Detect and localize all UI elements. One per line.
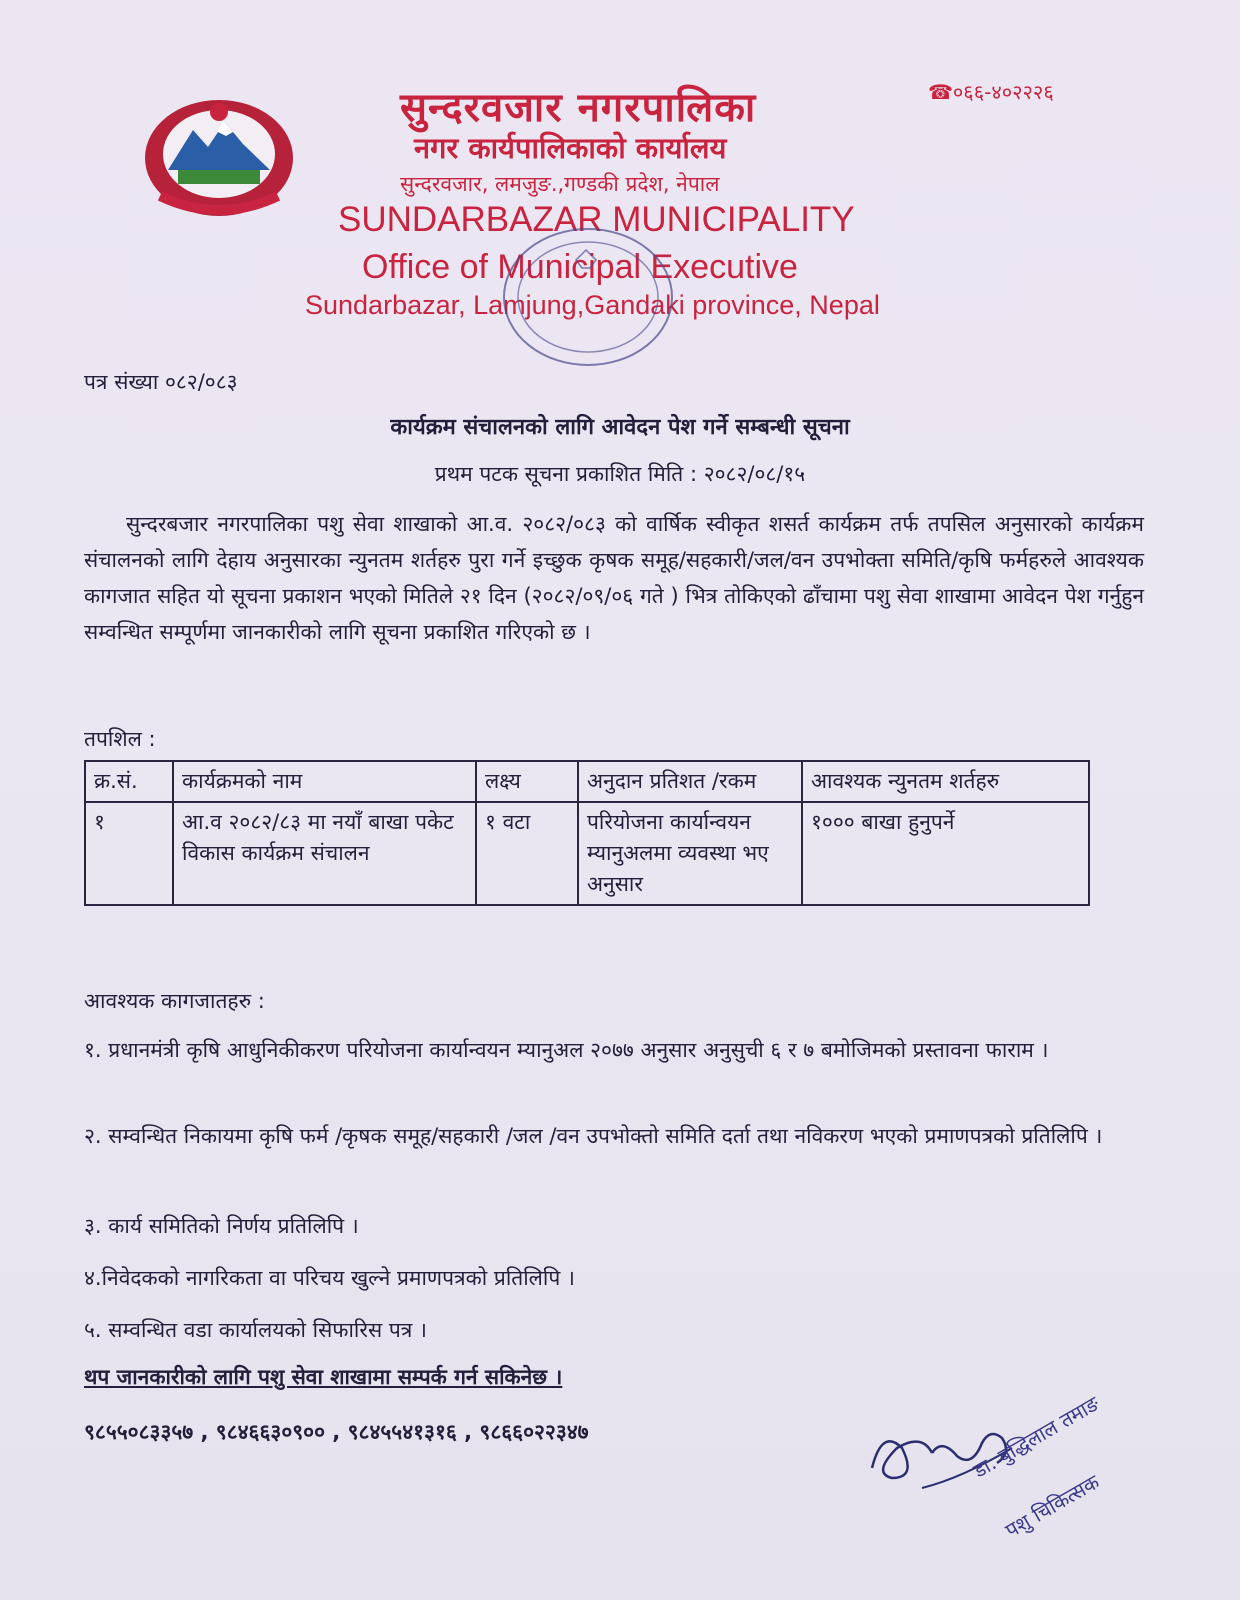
nepal-emblem-icon xyxy=(138,92,300,222)
table-row xyxy=(85,802,1089,905)
office-phone: ☎०६६-४०२२२६ xyxy=(928,80,1054,104)
publication-date: प्रथम पटक सूचना प्रकाशित मिति : २०८२/०८/१५ xyxy=(434,462,806,486)
reference-number: पत्र संख्या ०८२/०८३ xyxy=(84,370,238,394)
program-table xyxy=(84,760,1090,906)
official-stamp xyxy=(498,222,678,372)
municipality-name-english: SUNDARBAZAR MUNICIPALITY xyxy=(338,200,855,239)
col-target: लक्ष्य xyxy=(476,761,578,802)
office-name-nepali: नगर कार्यपालिकाको कार्यालय xyxy=(414,131,727,165)
documents-heading: आवश्यक कागजातहरु : xyxy=(84,989,265,1013)
document-item: १. प्रधानमंत्री कृषि आधुनिकीकरण परियोजना कार्यान्वयन म्यानुअल २०७७ अनुसार अनुसुची ६ र ७ बमोजिमको प्रस्तावना फाराम । xyxy=(84,1038,1049,1062)
details-label: तपशिल : xyxy=(84,727,156,751)
cell-grant: परियोजना कार्यान्वयन म्यानुअलमा व्यवस्था भए अनुसार xyxy=(578,802,802,905)
document-item: ३. कार्य समितिको निर्णय प्रतिलिपि । xyxy=(84,1214,359,1238)
notice-body: सुन्दरबजार नगरपालिका पशु सेवा शाखाको आ.व. २०८२/०८३ को वार्षिक स्वीकृत शसर्त कार्यक्रम तर्फ तपसिल अनुसारको कार्यक्रम संचालनको लागि देहाय अनुसारका न्युनतम शर्तहरु पुरा गर्ने इच्छुक कृषक समूह/सहकारी/जल/वन उपभोक्ता समिति/कृषि फर्महरुले आवश्यक कागजात सहित यो सूचना प्रकाशन भएको मितिले २१ दिन (२०८२/०९/०६ गते ) भित्र तोकिएको ढाँचामा पशु सेवा शाखामा आवेदन पेश गर्नुहुन सम्वन्धित सम्पूर्णमा जानकारीको लागि सूचना प्रकाशित गरिएको छ । xyxy=(84,512,1144,644)
col-conditions: आवश्यक न्युनतम शर्तहरु xyxy=(802,761,1089,802)
signatory-name: डा. बुद्धिलाल तमाङ xyxy=(969,1391,1104,1483)
table-header-row xyxy=(85,761,1089,802)
contact-phones: ९८५५०८३३५७ , ९८४६६३०९०० , ९८४५५४१३१६ , ९८६६०२२३४७ xyxy=(84,1420,589,1444)
document-item: ४.निवेदकको नागरिकता वा परिचय खुल्ने प्रमाणपत्रको प्रतिलिपि । xyxy=(84,1266,575,1290)
cell-sn: १ xyxy=(85,802,173,905)
cell-conditions: १००० बाखा हुनुपर्ने xyxy=(802,802,1089,905)
col-program-name: कार्यक्रमको नाम xyxy=(173,761,476,802)
signatory-title: पशु चिकित्सक xyxy=(1001,1469,1104,1543)
document-item: ५. सम्वन्धित वडा कार्यालयको सिफारिस पत्र । xyxy=(84,1318,427,1342)
notice-subject: कार्यक्रम संचालनको लागि आवेदन पेश गर्ने सम्बन्धी सूचना xyxy=(390,415,850,440)
office-name-english: Office of Municipal Executive xyxy=(362,248,798,286)
cell-program-name: आ.व २०८२/८३ मा नयाँ बाखा पकेट विकास कार्यक्रम संचालन xyxy=(173,802,476,905)
document-item: २. सम्वन्धित निकायमा कृषि फर्म /कृषक समूह/सहकारी /जल /वन उपभोक्तो समिति दर्ता तथा नविकरण भएको प्रमाणपत्रको प्रतिलिपि । xyxy=(84,1124,1103,1148)
address-english: Sundarbazar, Lamjung,Gandaki province, Nepal xyxy=(305,290,880,320)
col-sn: क्र.सं. xyxy=(85,761,173,802)
municipality-name-nepali: सुन्दरवजार नगरपालिका xyxy=(400,85,757,131)
cell-target: १ वटा xyxy=(476,802,578,905)
address-nepali: सुन्दरवजार, लमजुङ.,गण्डकी प्रदेश, नेपाल xyxy=(400,172,720,196)
contact-note: थप जानकारीको लागि पशु सेवा शाखामा सम्पर्क गर्न सकिनेछ । xyxy=(84,1365,563,1389)
col-grant: अनुदान प्रतिशत /रकम xyxy=(578,761,802,802)
